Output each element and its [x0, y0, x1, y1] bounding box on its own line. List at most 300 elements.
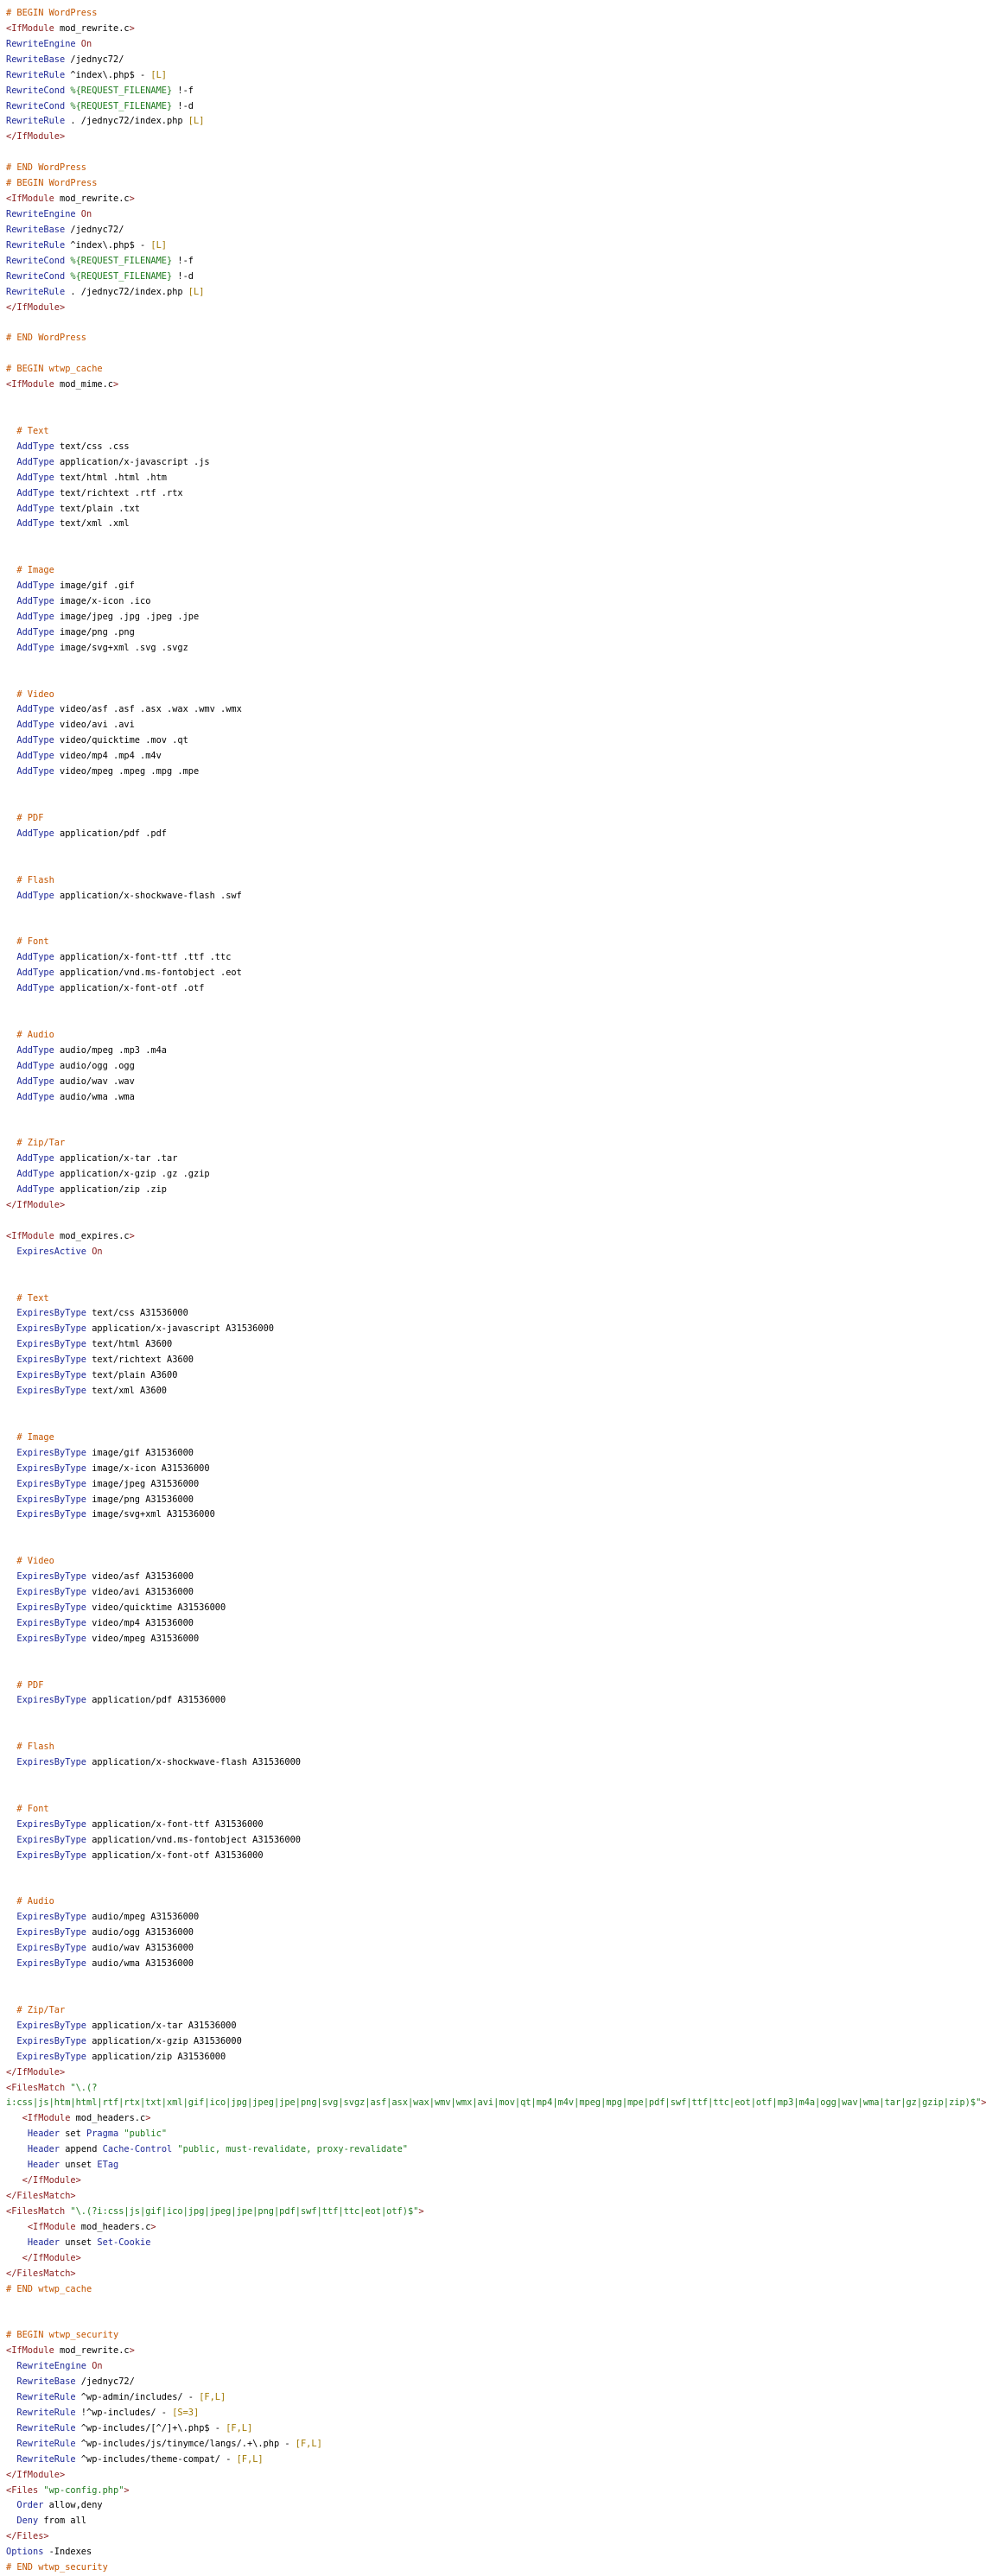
code-line [6, 301, 963, 316]
code-line [6, 1120, 963, 1136]
code-token-tag: </FilesMatch> [6, 2268, 76, 2279]
code-token-val [6, 1850, 16, 1861]
code-token-tag: <FilesMatch [6, 2082, 66, 2093]
code-token-comment: # Text [16, 1292, 49, 1304]
code-token-dir: Order [16, 2500, 44, 2511]
code-token-val: unset [60, 2237, 98, 2248]
code-line [6, 1136, 963, 1152]
code-token-val: video/quicktime .mov .qt [54, 735, 188, 746]
code-token-dir: ExpiresByType [16, 1323, 86, 1335]
code-line [6, 1214, 963, 1229]
code-token-tag: > [124, 2484, 130, 2496]
code-line [6, 2189, 963, 2205]
code-token-val [6, 1184, 16, 1195]
code-token-val [6, 1556, 16, 1566]
code-line [6, 285, 963, 301]
code-line [6, 1539, 963, 1554]
code-token-val [6, 2516, 16, 2526]
code-token-val: application/x-tar .tar [54, 1153, 178, 1164]
code-line [6, 114, 963, 130]
code-token-tag: > [418, 2205, 424, 2217]
code-line [6, 548, 963, 563]
code-token-val: audio/wma .wma [54, 1091, 135, 1102]
code-line [6, 1941, 963, 1957]
code-token-flag: [L] [150, 69, 168, 80]
code-token-dir: AddType [16, 472, 54, 483]
code-token-tag: > [145, 2113, 151, 2124]
code-token-dir: ExpiresByType [16, 1958, 86, 1970]
code-token-val [6, 1092, 16, 1102]
code-token-val [6, 1742, 16, 1752]
code-token-val [6, 2376, 16, 2387]
code-token-onoff: On [92, 1246, 103, 1257]
code-token-tag: > [150, 2221, 156, 2232]
code-token-val: video/quicktime A31536000 [86, 1602, 226, 1613]
code-line [6, 2468, 963, 2484]
code-token-val [6, 1355, 16, 1365]
code-token-val [6, 1386, 16, 1396]
code-token-val: text/html .html .htm [54, 472, 167, 483]
code-line [6, 1678, 963, 1694]
code-token-val: image/jpeg A31536000 [86, 1478, 200, 1489]
code-token-val: video/asf .asf .asx .wax .wmv .wmx [54, 704, 242, 715]
code-token-dir: ExpiresByType [16, 1462, 86, 1474]
code-line [6, 2019, 963, 2034]
code-token-tag: </IfModule> [6, 1199, 66, 1210]
code-token-val: set [60, 2129, 87, 2140]
code-token-val [6, 766, 16, 777]
code-token-val [6, 1479, 16, 1489]
code-token-val [6, 2361, 16, 2371]
code-token-val: application/pdf .pdf [54, 828, 167, 839]
code-line [6, 2142, 963, 2158]
code-token-val [6, 1757, 16, 1767]
code-token-val [6, 612, 16, 622]
code-token-str: "public" [124, 2129, 168, 2140]
code-line [6, 2514, 963, 2529]
code-token-val: allow,deny [43, 2500, 103, 2511]
code-token-val [6, 1602, 16, 1613]
code-token-dir: ExpiresByType [16, 1617, 86, 1628]
code-token-dir: AddType [16, 611, 54, 622]
code-token-comment: # Audio [16, 1896, 54, 1907]
code-line [6, 1044, 963, 1059]
code-token-val [6, 504, 16, 514]
code-line [6, 1910, 963, 1926]
code-token-val: video/mp4 .mp4 .m4v [54, 751, 162, 762]
code-token-val: text/css .css [54, 441, 130, 452]
code-token-val: audio/mpeg .mp3 .m4a [54, 1044, 167, 1056]
code-token-dir: RewriteEngine [6, 38, 76, 49]
code-token-val [6, 1958, 16, 1969]
code-token-val [6, 1943, 16, 1953]
code-token-dir: AddType [16, 766, 54, 777]
code-line [6, 1306, 963, 1322]
code-token-dir: AddType [16, 518, 54, 530]
code-token-flag: [L] [150, 239, 168, 251]
code-line [6, 1833, 963, 1849]
code-token-val [6, 2129, 28, 2139]
code-token-val: application/x-javascript .js [54, 456, 210, 467]
code-line [6, 1880, 963, 1895]
code-line [6, 37, 963, 53]
code-line [6, 1353, 963, 1368]
code-line [6, 2111, 963, 2127]
code-line [6, 223, 963, 238]
code-line [6, 827, 963, 842]
code-token-dir: ExpiresByType [16, 1943, 86, 1954]
code-token-val [6, 1587, 16, 1597]
code-token-val: /jednyc72/ [65, 224, 124, 235]
code-line [6, 1446, 963, 1462]
code-line [6, 1276, 963, 1291]
code-token-val [6, 1169, 16, 1179]
code-line [6, 1493, 963, 1508]
code-token-dir: RewriteEngine [16, 2361, 86, 2372]
code-token-tag: </IfModule> [22, 2175, 81, 2186]
code-token-dir: AddType [16, 735, 54, 746]
code-token-val [6, 2036, 16, 2046]
code-token-comment: # BEGIN wtwp_cache [6, 364, 103, 375]
code-token-dir: RewriteRule [16, 2438, 76, 2449]
code-line [6, 749, 963, 765]
code-line [6, 1616, 963, 1632]
code-token-dir: RewriteCond [6, 255, 66, 266]
code-line [6, 378, 963, 393]
code-token-comment: # PDF [16, 812, 44, 823]
code-line [6, 2251, 963, 2267]
code-line [6, 53, 963, 68]
code-line [6, 1431, 963, 1446]
code-token-dir: RewriteBase [6, 54, 66, 65]
code-token-dir: AddType [16, 983, 54, 994]
code-token-val [6, 1896, 16, 1907]
code-token-dir: Header [27, 2237, 60, 2248]
code-line [6, 1988, 963, 2003]
code-line [6, 1957, 963, 1972]
code-token-dir: ExpiresByType [16, 1308, 86, 1319]
code-token-flag: [F,L] [199, 2391, 226, 2402]
code-token-val [6, 1308, 16, 1318]
code-line [6, 1075, 963, 1090]
code-line [6, 1462, 963, 1477]
code-token-dir: RewriteCond [6, 85, 66, 96]
code-token-val: append [60, 2144, 103, 2155]
code-line [6, 1183, 963, 1198]
code-line [6, 1152, 963, 1167]
code-line [6, 130, 963, 145]
code-token-tag: > [129, 22, 135, 34]
code-line [6, 393, 963, 409]
code-token-val [6, 2237, 28, 2248]
code-token-dir: ExpiresByType [16, 1571, 86, 1583]
code-line [6, 1337, 963, 1353]
code-token-val: video/avi .avi [54, 720, 135, 731]
code-token-val [6, 1571, 16, 1582]
code-token-tag: </FilesMatch> [6, 2190, 76, 2201]
code-line [6, 981, 963, 997]
code-token-val [6, 983, 16, 993]
code-token-val: text/plain .txt [54, 503, 141, 514]
code-line [6, 2173, 963, 2189]
code-token-dir: RewriteRule [6, 239, 66, 251]
code-line [6, 2359, 963, 2375]
code-token-val: text/css A31536000 [86, 1308, 188, 1319]
code-token-dir: RewriteCond [6, 270, 66, 282]
code-token-tag: <IfModule [6, 22, 54, 34]
code-token-val [6, 596, 16, 606]
code-token-val [6, 1370, 16, 1380]
code-token-dir: RewriteRule [6, 69, 66, 80]
code-line [6, 2096, 986, 2111]
code-token-flag: [S=3] [172, 2407, 200, 2418]
code-token-val: ^index\.php$ - [65, 69, 151, 80]
code-token-val [6, 2021, 16, 2031]
code-line [6, 440, 963, 455]
code-line [6, 657, 963, 672]
code-token-val: . /jednyc72/index.php [65, 116, 188, 127]
code-token-val [6, 2113, 22, 2123]
code-token-dir: RewriteBase [16, 2376, 76, 2388]
code-token-val: application/x-font-ttf .ttf .ttc [54, 952, 232, 963]
code-line [6, 2406, 963, 2421]
code-line [6, 1260, 963, 1276]
code-token-comment: # Image [16, 565, 54, 576]
code-token-val: !-d [172, 270, 194, 282]
code-line [6, 2328, 963, 2344]
code-token-comment: # Zip/Tar [16, 2004, 66, 2015]
code-token-val: image/png A31536000 [86, 1494, 194, 1505]
code-line [6, 2375, 963, 2390]
code-token-dir: AddType [16, 1169, 54, 1180]
code-line [6, 1090, 963, 1106]
code-token-comment: # END wtwp_cache [6, 2283, 92, 2294]
code-token-dir: AddType [16, 1060, 54, 1071]
code-line [6, 935, 963, 950]
code-token-tag: </IfModule> [6, 131, 66, 143]
code-token-val [6, 875, 16, 885]
code-token-val [6, 1448, 16, 1458]
code-token-tag: <IfModule [6, 194, 54, 205]
code-token-tag: </IfModule> [6, 2469, 66, 2480]
code-token-tag: </IfModule> [6, 301, 66, 313]
code-line [6, 1384, 963, 1399]
code-token-dir: AddType [16, 626, 54, 638]
code-token-val [6, 2222, 28, 2232]
code-token-dir: AddType [16, 456, 54, 467]
code-token-val [6, 1045, 16, 1056]
code-token-dir: AddType [16, 828, 54, 839]
code-line [6, 1028, 963, 1044]
code-line [6, 950, 963, 966]
code-token-val [6, 1835, 16, 1845]
code-token-val [6, 952, 16, 962]
code-line [6, 2158, 963, 2173]
code-token-val: mod_rewrite.c [54, 22, 130, 34]
code-token-val: text/xml .xml [54, 518, 130, 530]
code-token-dir: ExpiresByType [16, 1494, 86, 1505]
code-token-val: . /jednyc72/index.php [65, 286, 188, 297]
code-token-dir: AddType [16, 720, 54, 731]
code-token-tag: </IfModule> [6, 2066, 66, 2078]
code-line [6, 2560, 963, 2576]
code-line [6, 362, 963, 378]
code-token-val: audio/wav .wav [54, 1075, 135, 1087]
code-token-dir: AddType [16, 441, 54, 452]
code-token-val: text/plain A3600 [86, 1370, 178, 1381]
code-token-val [6, 689, 16, 700]
code-token-val: mod_mime.c [54, 379, 113, 390]
code-token-str: "\.(? [70, 2082, 98, 2093]
code-line [6, 1198, 963, 1214]
code-token-dir: RewriteRule [16, 2407, 76, 2418]
code-line [6, 486, 963, 502]
code-token-val [6, 1138, 16, 1148]
code-line [6, 1291, 963, 1307]
code-token-val [6, 704, 16, 714]
code-token-dir: ExpiresByType [16, 2035, 86, 2046]
code-line [6, 2484, 963, 2499]
code-line [6, 2205, 963, 2220]
code-line [6, 1167, 963, 1183]
code-token-tag: <Files [6, 2484, 39, 2496]
code-token-val [6, 1293, 16, 1304]
code-line [6, 1740, 963, 1755]
code-line [6, 2282, 963, 2298]
code-token-tag: </Files> [6, 2531, 49, 2542]
code-token-comment: # Zip/Tar [16, 1138, 66, 1149]
code-line [6, 1368, 963, 1384]
code-token-val [6, 1695, 16, 1705]
code-token-dir: AddType [16, 704, 54, 715]
code-token-dir: AddType [16, 503, 54, 514]
code-token-dir: ExpiresByType [16, 1447, 86, 1458]
code-token-dir: AddType [16, 952, 54, 963]
code-line [6, 68, 963, 84]
code-token-val: video/mpeg A31536000 [86, 1633, 200, 1644]
code-line [6, 2267, 963, 2282]
code-token-dir: ExpiresByType [16, 1370, 86, 1381]
code-token-comment: # PDF [16, 1679, 44, 1691]
code-token-dir: AddType [16, 642, 54, 653]
code-line [6, 161, 963, 176]
code-token-flag: [L] [188, 116, 205, 127]
code-line [6, 192, 963, 207]
code-line [6, 858, 963, 873]
code-line [6, 1663, 963, 1678]
code-line [6, 579, 963, 594]
code-line [6, 1724, 963, 1740]
code-token-val: application/x-font-otf A31536000 [86, 1850, 264, 1861]
code-token-dir: AddType [16, 1153, 54, 1164]
code-token-val [6, 2253, 22, 2263]
code-line [6, 1554, 963, 1570]
code-line [6, 842, 963, 858]
code-token-val [6, 2408, 16, 2418]
code-token-dir: AddType [16, 596, 54, 607]
code-token-val: video/mpeg .mpeg .mpg .mpe [54, 766, 200, 777]
code-token-val [6, 2454, 16, 2465]
code-line [6, 966, 963, 981]
code-token-comment: # Font [16, 936, 49, 948]
code-token-tag: <IfModule [27, 2221, 76, 2232]
code-token-val [6, 1247, 16, 1257]
code-token-flag: [F,L] [295, 2438, 322, 2449]
code-line [6, 2498, 963, 2514]
code-token-dir: ExpiresByType [16, 1633, 86, 1644]
code-line [6, 1477, 963, 1493]
code-line [6, 1322, 963, 1337]
code-token-dir: ExpiresActive [16, 1246, 86, 1257]
code-token-val [6, 968, 16, 978]
code-token-val [6, 627, 16, 638]
code-line [6, 1786, 963, 1802]
code-token-val: text/html A3600 [86, 1339, 173, 1350]
code-token-val: ^wp-includes/[^/]+\.php$ - [75, 2422, 226, 2433]
code-line [6, 532, 963, 548]
code-token-val: application/zip A31536000 [86, 2051, 226, 2062]
code-token-dir: AddType [16, 487, 54, 498]
code-token-val [6, 1432, 16, 1443]
code-token-val [6, 473, 16, 483]
code-token-val [6, 2005, 16, 2015]
code-line [6, 672, 963, 688]
code-line [6, 563, 963, 579]
code-token-val [6, 1061, 16, 1071]
code-token-dir: ExpiresByType [16, 1355, 86, 1366]
code-token-dir: RewriteCond [6, 100, 66, 111]
code-token-comment: # BEGIN WordPress [6, 178, 98, 189]
code-token-val: from all [38, 2516, 87, 2527]
code-token-val [6, 1680, 16, 1691]
code-token-val [6, 735, 16, 746]
code-token-dir: RewriteRule [16, 2453, 76, 2465]
code-line [6, 331, 963, 346]
code-token-val: ^index\.php$ - [65, 239, 151, 251]
code-token-val: application/x-javascript A31536000 [86, 1323, 274, 1335]
code-token-val: text/richtext .rtf .rtx [54, 487, 183, 498]
code-token-tag: > [981, 2097, 986, 2109]
code-line [6, 2220, 963, 2236]
code-token-val: audio/wav A31536000 [86, 1943, 194, 1954]
code-line [6, 811, 963, 827]
code-token-val: mod_expires.c [54, 1230, 130, 1241]
code-line [6, 2313, 963, 2328]
code-line [6, 1012, 963, 1028]
code-token-dir: ExpiresByType [16, 1834, 86, 1845]
code-line [6, 2034, 963, 2050]
code-token-val [6, 2175, 22, 2186]
code-token-val: image/jpeg .jpg .jpeg .jpe [54, 611, 200, 622]
code-line [6, 2065, 963, 2081]
code-token-val [6, 1509, 16, 1520]
code-token-val: !^wp-includes/ - [75, 2407, 173, 2418]
code-line [6, 502, 963, 517]
code-token-comment: # BEGIN WordPress [6, 8, 98, 18]
code-token-dir: ExpiresByType [16, 1927, 86, 1938]
code-line [6, 2545, 963, 2560]
code-token-val: application/x-gzip .gz .gzip [54, 1169, 210, 1180]
code-line [6, 2452, 963, 2468]
code-token-tag: <IfModule [22, 2113, 71, 2124]
code-line [6, 610, 963, 625]
code-token-val [6, 1634, 16, 1644]
code-token-val: application/vnd.ms-fontobject A31536000 [86, 1834, 301, 1845]
code-token-val [6, 518, 16, 529]
code-token-dir: RewriteRule [16, 2422, 76, 2433]
code-token-val: image/svg+xml .svg .svgz [54, 642, 188, 653]
code-line [6, 315, 963, 331]
